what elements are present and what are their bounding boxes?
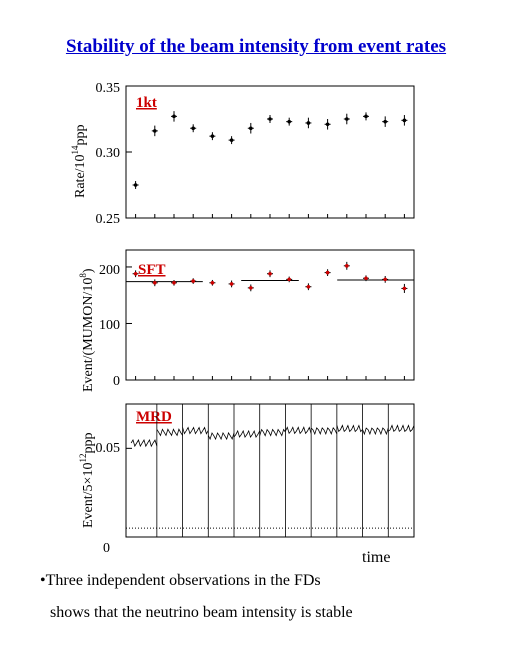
data-point-sft-1: [153, 281, 157, 285]
ytick-label-1kt-1: 0.30: [95, 146, 120, 161]
data-point-1kt-0: [134, 183, 138, 187]
data-point-sft-7: [268, 272, 272, 276]
trace-mrd-2: [183, 427, 209, 433]
data-point-1kt-9: [307, 121, 311, 125]
data-point-sft-11: [345, 264, 349, 268]
trace-mrd-3: [208, 433, 234, 439]
data-point-1kt-7: [268, 117, 272, 121]
ylabel-mrd-unit: ppp: [81, 432, 96, 454]
data-point-sft-8: [287, 278, 291, 282]
panel-1kt: [70, 81, 414, 227]
data-point-1kt-13: [383, 120, 387, 124]
ylabel-sft-unit: ): [81, 268, 96, 274]
data-point-1kt-6: [249, 126, 253, 130]
panel-sft: [78, 250, 414, 392]
ytick-label-1kt-0: 0.25: [95, 212, 120, 227]
plot-frame-1kt: [126, 86, 414, 218]
data-point-sft-3: [191, 279, 195, 283]
data-point-sft-5: [230, 282, 234, 286]
ytick-label-mrd-0: 0: [103, 541, 110, 556]
marks-1kt: [126, 86, 407, 218]
bullet-text-1: Three independent observations in the FDs: [45, 572, 321, 589]
ytick-label-1kt-2: 0.35: [95, 81, 120, 96]
ytick-label-sft-2: 200: [99, 263, 120, 278]
panel-tag-sft: SFT: [138, 262, 166, 278]
data-point-1kt-3: [191, 126, 195, 130]
ylabel-1kt-unit: ppp: [73, 124, 88, 146]
trace-mrd-0: [131, 440, 157, 446]
data-point-1kt-8: [287, 120, 291, 124]
svg-text:Rate/1014ppp: [70, 124, 88, 198]
data-point-sft-4: [211, 281, 215, 285]
trace-mrd-9: [363, 428, 389, 434]
plot-frame-sft: [126, 250, 414, 380]
trace-mrd-5: [260, 430, 286, 436]
trace-mrd-4: [234, 431, 260, 437]
ylabel-mrd: [78, 433, 96, 528]
data-point-sft-10: [326, 271, 330, 275]
slide-title: Stability of the beam intensity from event rates: [65, 36, 447, 57]
ytick-label-sft-1: 100: [99, 318, 120, 333]
ylabel-1kt: [70, 124, 88, 198]
data-point-sft-12: [364, 276, 368, 280]
ylabel-1kt-exp: 14: [70, 145, 80, 155]
data-point-1kt-11: [345, 117, 349, 121]
data-point-1kt-1: [153, 129, 157, 133]
data-point-1kt-14: [403, 119, 407, 123]
ytick-label-mrd-1: 0.05: [95, 441, 120, 456]
data-point-sft-13: [383, 278, 387, 282]
data-point-1kt-5: [230, 138, 234, 142]
time-axis-label: time: [362, 549, 391, 566]
ytick-label-sft-0: 0: [113, 374, 120, 389]
svg-text:Event/(MUMON/108): [78, 268, 96, 392]
bullet-text-2: shows that the neutrino beam intensity is stable: [50, 604, 353, 621]
panel-tag-1kt: 1kt: [136, 95, 157, 111]
data-point-1kt-12: [364, 115, 368, 119]
bullet-line-1: [40, 572, 321, 590]
ylabel-mrd-base: Event/5×10: [81, 462, 96, 528]
data-point-sft-6: [249, 286, 253, 290]
trace-mrd-7: [311, 428, 337, 434]
ylabel-1kt-base: Rate/10: [73, 154, 88, 198]
bullet-mark: •: [40, 572, 46, 589]
panel-mrd: [78, 404, 414, 566]
data-point-1kt-2: [172, 115, 176, 119]
bullet-line-2: [50, 604, 353, 622]
marks-sft: [126, 262, 414, 380]
data-point-sft-2: [172, 281, 176, 285]
trace-mrd-8: [337, 425, 363, 431]
data-point-sft-9: [307, 285, 311, 289]
svg-text:Event/5×1012ppp: [78, 433, 96, 528]
ylabel-sft-base: Event/(MUMON/10: [81, 277, 96, 392]
trace-mrd-10: [388, 425, 414, 431]
ylabel-sft-exp: 8: [78, 273, 88, 278]
trace-mrd-1: [157, 429, 183, 435]
panel-tag-mrd: MRD: [136, 409, 172, 425]
ylabel-mrd-exp: 12: [78, 453, 88, 463]
ylabel-sft: [78, 268, 96, 392]
data-point-1kt-4: [211, 134, 215, 138]
data-point-1kt-10: [326, 122, 330, 126]
data-point-sft-14: [403, 287, 407, 291]
data-point-sft-0: [134, 272, 138, 276]
trace-mrd-6: [285, 427, 311, 433]
